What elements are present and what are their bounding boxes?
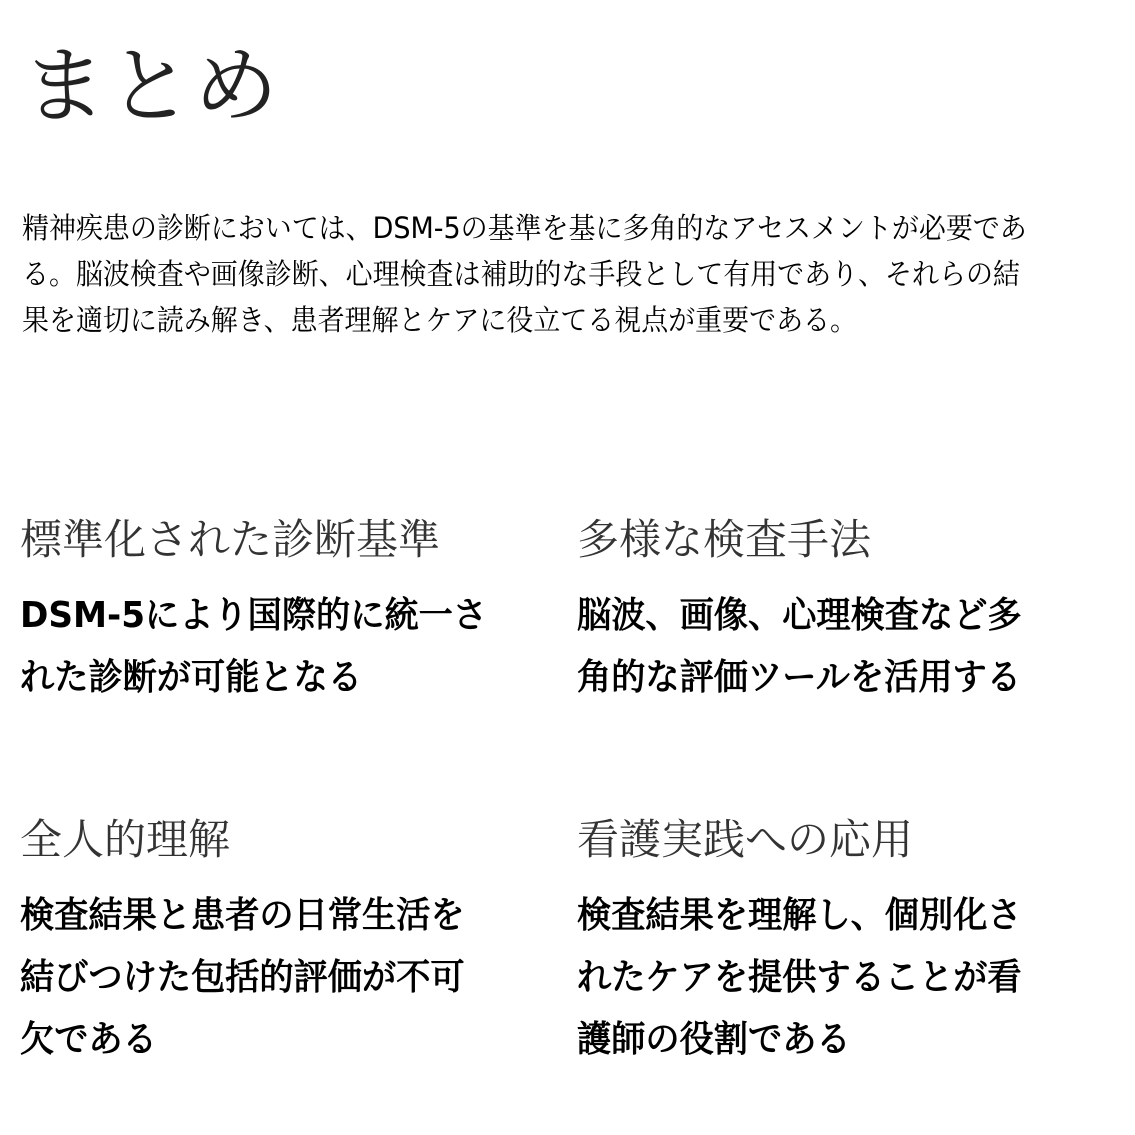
point-card-nursing-application — [577, 815, 1057, 1071]
point-card-body: 脳波、画像、心理検査など多角的な評価ツールを活用する — [577, 595, 1022, 699]
summary-paragraph: 精神疾患の診断においては、DSM-5の基準を基に多角的なアセスメントが必要である。脳波検査や画像診断、心理検査は補助的な手段として有用であり、それらの結果を適切に読み解き、患者理解とケアに役立てる視点が重要である。 — [22, 211, 1027, 337]
page-title: まとめ — [22, 37, 281, 135]
point-card-heading: 看護実践への応用 — [577, 815, 914, 864]
point-card-body: 検査結果を理解し、個別化されたケアを提供することが看護師の役割である — [577, 895, 1022, 1061]
point-card-diverse-methods — [577, 515, 1057, 709]
point-card-body: DSM-5により国際的に統一された診断が可能となる — [20, 595, 488, 699]
point-card-heading: 多様な検査手法 — [577, 515, 872, 564]
point-card-heading: 標準化された診断基準 — [20, 515, 441, 564]
point-card-heading: 全人的理解 — [20, 815, 231, 864]
point-card-body: 検査結果と患者の日常生活を結びつけた包括的評価が不可欠である — [20, 895, 465, 1061]
point-card-standardized-criteria — [20, 515, 500, 709]
point-card-holistic-understanding — [20, 815, 500, 1071]
